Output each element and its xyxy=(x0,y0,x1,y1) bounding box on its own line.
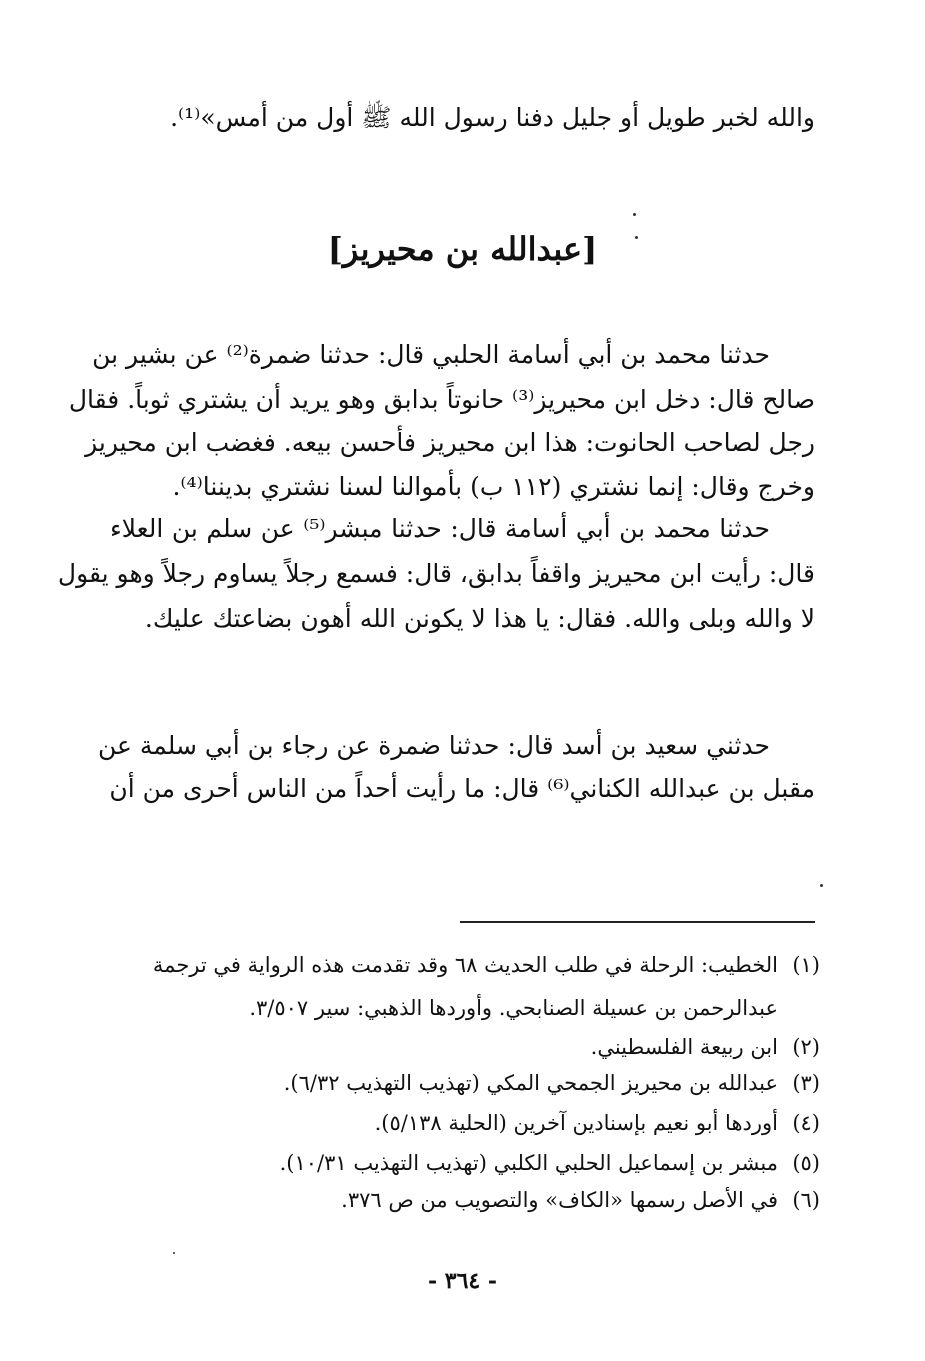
scan-speck xyxy=(820,884,823,887)
para2-line-1: حدثنا محمد بن أبي أسامة قال: حدثنا مبشر⁽⁵⁾ عن سلم بن العلاء xyxy=(110,514,770,543)
para1-line-1: حدثنا محمد بن أبي أسامة الحلبي قال: حدثنا ضمرة⁽²⁾ عن بشير بن xyxy=(92,340,770,369)
para2-line-2: قال: رأيت ابن محيريز واقفاً بدابق، قال: فسمع رجلاً يساوم رجلاً وهو يقول xyxy=(57,559,815,588)
para3-line-1: حدثني سعيد بن أسد قال: حدثنا ضمرة عن رجاء بن أبي سلمة عن xyxy=(98,731,770,760)
footnote-3 xyxy=(105,1073,820,1094)
footnote-2 xyxy=(105,1037,820,1058)
footnote-4 xyxy=(105,1113,820,1134)
footnote-text: عبدالله بن محيريز الجمحي المكي (تهذيب التهذيب ٦/٣٢). xyxy=(283,1071,778,1095)
scan-speck xyxy=(173,1252,175,1254)
footnote-divider xyxy=(460,921,815,923)
footnote-number: (٢) xyxy=(792,1035,820,1059)
text-line-top: والله لخبر طويل أو جليل دفنا رسول الله ﷺ أول من أمس»⁽¹⁾. xyxy=(170,103,815,132)
footnote-1-continued: عبدالرحمن بن عسيلة الصنابحي. وأوردها الذهبي: سير ٣/٥٠٧. xyxy=(249,996,778,1020)
section-title: [عبدالله بن محيريز] xyxy=(327,230,598,268)
footnote-5 xyxy=(105,1153,820,1174)
footnote-text: الخطيب: الرحلة في طلب الحديث ٦٨ وقد تقدمت هذه الرواية في ترجمة xyxy=(152,953,778,977)
footnote-number: (٦) xyxy=(792,1188,820,1212)
footnote-text: ابن ربيعة الفلسطيني. xyxy=(590,1035,778,1059)
footnote-number: (١) xyxy=(792,953,820,977)
scan-speck xyxy=(633,213,636,216)
para3-line-2: مقبل بن عبدالله الكناني⁽⁶⁾ قال: ما رأيت أحداً من الناس أحرى من أن xyxy=(109,774,815,803)
para1-line-2: صالح قال: دخل ابن محيريز⁽³⁾ حانوتاً بدابق وهو يريد أن يشتري ثوباً. فقال xyxy=(68,385,815,414)
footnote-1 xyxy=(105,955,820,976)
footnote-text: مبشر بن إسماعيل الحلبي الكلبي (تهذيب التهذيب ١٠/٣١). xyxy=(279,1151,778,1175)
footnote-number: (٥) xyxy=(792,1151,820,1175)
footnote-text: في الأصل رسمها «الكاف» والتصويب من ص ٣٧٦. xyxy=(341,1188,778,1212)
footnote-number: (٤) xyxy=(792,1111,820,1135)
para1-line-4: وخرج وقال: إنما نشتري (١١٢ ب) بأموالنا لسنا نشتري بديننا⁽⁴⁾. xyxy=(172,472,815,501)
para1-line-3: رجل لصاحب الحانوت: هذا ابن محيريز فأحسن بيعه. فغضب ابن محيريز xyxy=(85,428,815,457)
page-number: - ٣٦٤ - xyxy=(427,1268,498,1294)
footnote-6 xyxy=(105,1190,820,1211)
footnote-text: أوردها أبو نعيم بإسنادين آخرين (الحلية ٥/١٣٨). xyxy=(374,1111,778,1135)
scan-speck xyxy=(635,236,638,239)
para2-line-3: لا والله وبلى والله. فقال: يا هذا لا يكونن الله أهون بضاعتك عليك. xyxy=(144,604,815,633)
footnote-number: (٣) xyxy=(792,1071,820,1095)
